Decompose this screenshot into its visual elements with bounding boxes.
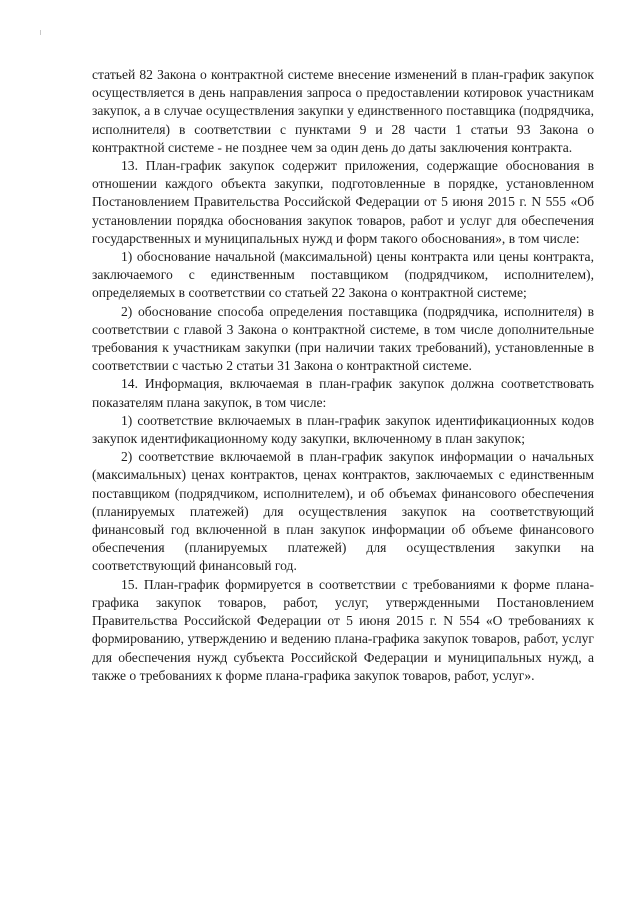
paragraph-item-14: 14. Информация, включаемая в план-график закупок должна соответствовать показателям плана закупок, в том числе: xyxy=(92,376,594,410)
paragraph-item-15: 15. План-график формируется в соответствии с требованиями к форме плана-графика закупок товаров, работ, услуг, утвержденными Постановлением Правительства Российской Федерации от 5 июня 2015 г. N 554 «О требованиях к формированию, утверждению и ведению плана-графика закупок товаров, работ, услуг для обеспечения нужд субъекта Российской Федерации и муниципальных нужд, а также о требованиях к форме плана-графика закупок товаров, работ, услуг». xyxy=(92,576,594,683)
paragraph-continuation: статьей 82 Закона о контрактной системе внесение изменений в план-график закупок осуществляется в день направления запроса о предоставлении котировок участникам закупок, а в случае осуществления закупки у единственного поставщика (подрядчика, исполнителя) в соответствии с пунктами 9 и 28 части 1 статьи 93 Закона о контрактной системе - не позднее чем за один день до даты заключения контракта. xyxy=(92,67,594,155)
paragraph-item-13: 13. План-график закупок содержит приложения, содержащие обоснования в отношении каждого объекта закупки, подготовленные в порядке, установленном Постановлением Правительства Российской Федерации от 5 июня 2015 г. N 555 «Об установлении порядка обоснования закупок товаров, работ и услуг для обеспечения государственных и муниципальных нужд и форм такого обоснования», в том числе: xyxy=(92,158,594,246)
document-body xyxy=(92,66,594,685)
paragraph-item-14-1: 1) соответствие включаемых в план-график закупок идентификационных кодов закупок идентификационному коду закупки, включенному в план закупок; xyxy=(92,412,594,447)
paragraph-item-13-1: 1) обоснование начальной (максимальной) цены контракта или цены контракта, заключаемого с единственным поставщиком (подрядчиком, исполнителем), определяемых в соответствии со статьей 22 Закона о контрактной системе; xyxy=(92,249,594,301)
paragraph-item-14-2: 2) соответствие включаемой в план-график закупок информации о начальных (максимальных) ценах контрактов, ценах контрактов, заключаемых с единственным поставщиком (подрядчиком, исполнителем), и об объемах финансового обеспечения (планируемых платежей) для осуществления закупок на соответствующий финансовый год включенной в план закупок информации об объеме финансового обеспечения (планируемых платежей) для осуществления закупки на соответствующий финансовый год. xyxy=(92,449,594,574)
scan-mark xyxy=(40,30,41,35)
paragraph-item-13-2: 2) обоснование способа определения поставщика (подрядчика, исполнителя) в соответствии с главой 3 Закона о контрактной системе, в том числе дополнительные требования к участникам закупки (при наличии таких требований), установленные в соответствии с частью 2 статьи 31 Закона о контрактной системе. xyxy=(92,303,594,374)
